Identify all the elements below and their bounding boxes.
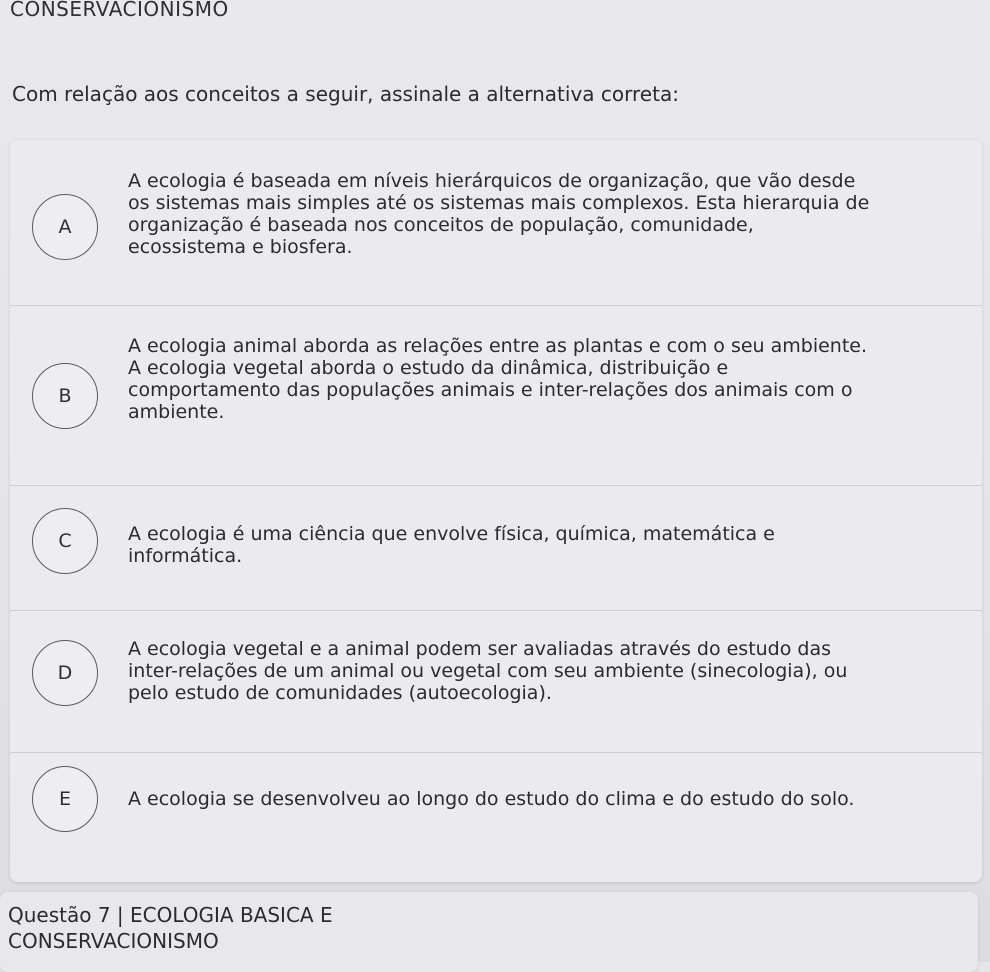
options-card (10, 140, 982, 882)
option-b-radio[interactable] (32, 363, 98, 429)
divider (10, 485, 982, 486)
option-d[interactable] (10, 620, 982, 740)
option-a-letter: A (58, 216, 72, 238)
option-d-letter: D (57, 662, 73, 684)
option-c-radio[interactable] (32, 508, 98, 574)
option-a-radio[interactable] (32, 194, 98, 260)
option-d-text: A ecologia vegetal e a animal podem ser avaliadas através do estudo das inter-relações de um animal ou vegetal com seu ambiente (sinecologia), ou pelo estudo de comunidades (autoecologia). (128, 638, 848, 704)
option-b-letter: B (58, 385, 72, 407)
option-e-letter: E (58, 788, 71, 810)
option-e-radio[interactable] (32, 766, 98, 832)
option-e[interactable] (10, 760, 982, 870)
option-c-letter: C (58, 530, 72, 552)
option-a-text: A ecologia é baseada em níveis hierárquicos de organização, que vão desde os sistemas mais simples até os sistemas mais complexos. Esta hierarquia de organização é baseada nos conceitos de população, comunidade, ecossistema e biosfera. (128, 170, 870, 258)
option-b-text: A ecologia animal aborda as relações entre as plantas e com o seu ambiente. A ecologia vegetal aborda o estudo da dinâmica, distribuição e comportamento das populações animais e inter-relações dos animais com o ambiente. (128, 335, 868, 423)
option-d-radio[interactable] (32, 640, 98, 706)
option-b[interactable] (10, 325, 982, 475)
next-question-card (0, 892, 978, 972)
option-a[interactable] (10, 160, 982, 300)
option-c[interactable] (10, 500, 982, 600)
next-question-title: Questão 7 | ECOLOGIA BASICA E CONSERVACIONISMO (8, 903, 333, 953)
option-c-text: A ecologia é uma ciência que envolve física, química, matemática e informática. (128, 523, 775, 567)
page-title: CONSERVACIONISMO (10, 0, 229, 21)
divider (10, 610, 982, 611)
divider (10, 305, 982, 306)
divider (10, 752, 982, 753)
question-prompt: Com relação aos conceitos a seguir, assinale a alternativa correta: (12, 82, 679, 106)
option-e-text: A ecologia se desenvolveu ao longo do estudo do clima e do estudo do solo. (128, 788, 855, 810)
